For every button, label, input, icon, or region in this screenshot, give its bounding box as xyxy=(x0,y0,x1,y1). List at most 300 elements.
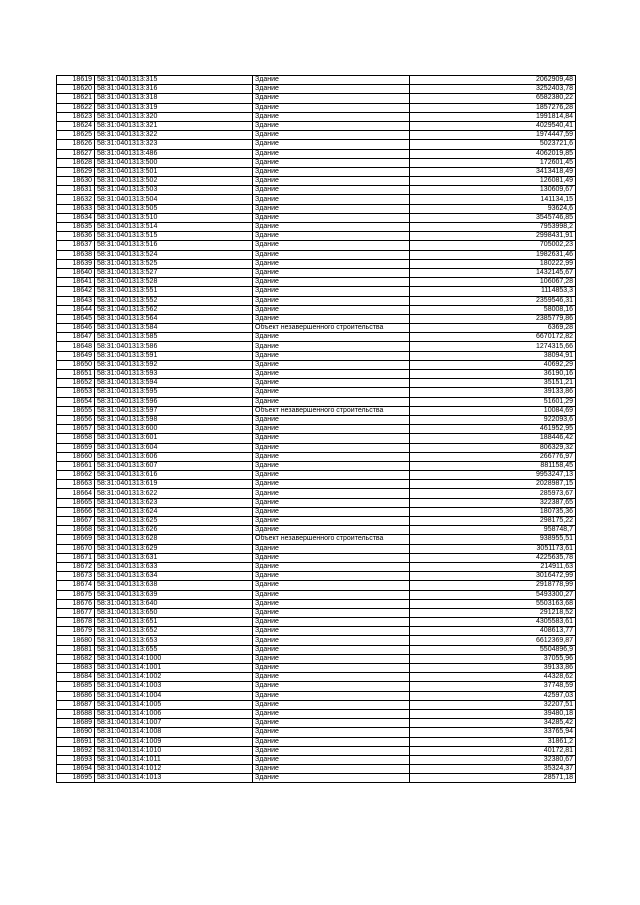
cadastral-value: 35151,21 xyxy=(410,379,576,388)
cadastral-number: 58:31:0401313:626 xyxy=(95,526,253,535)
table-row xyxy=(57,673,576,682)
table-row xyxy=(57,709,576,718)
table-row xyxy=(57,627,576,636)
row-number: 18637 xyxy=(57,241,95,250)
table-row xyxy=(57,232,576,241)
object-type: Здание xyxy=(253,691,410,700)
table-row xyxy=(57,296,576,305)
cadastral-number: 58:31:0401314:1002 xyxy=(95,673,253,682)
cadastral-number: 58:31:0401313:594 xyxy=(95,379,253,388)
cadastral-number: 58:31:0401313:607 xyxy=(95,461,253,470)
row-number: 18675 xyxy=(57,590,95,599)
cadastral-number: 58:31:0401313:584 xyxy=(95,324,253,333)
object-type: Здание xyxy=(253,709,410,718)
row-number: 18620 xyxy=(57,85,95,94)
object-type: Здание xyxy=(253,177,410,186)
cadastral-value: 3252403,78 xyxy=(410,85,576,94)
row-number: 18623 xyxy=(57,112,95,121)
cadastral-number: 58:31:0401314:1006 xyxy=(95,709,253,718)
row-number: 18660 xyxy=(57,452,95,461)
table-row xyxy=(57,333,576,342)
object-type: Здание xyxy=(253,498,410,507)
row-number: 18659 xyxy=(57,443,95,452)
cadastral-number: 58:31:0401314:1003 xyxy=(95,682,253,691)
table-row xyxy=(57,94,576,103)
cadastral-value: 285973,67 xyxy=(410,489,576,498)
row-number: 18641 xyxy=(57,278,95,287)
table-row xyxy=(57,351,576,360)
cadastral-value: 4062019,85 xyxy=(410,149,576,158)
cadastral-value: 188446,42 xyxy=(410,434,576,443)
object-type: Здание xyxy=(253,278,410,287)
cadastral-value: 7953998,2 xyxy=(410,223,576,232)
cadastral-number: 58:31:0401313:318 xyxy=(95,94,253,103)
cadastral-number: 58:31:0401313:650 xyxy=(95,608,253,617)
cadastral-number: 58:31:0401313:510 xyxy=(95,213,253,222)
object-type: Здание xyxy=(253,158,410,167)
cadastral-value: 36190,16 xyxy=(410,370,576,379)
table-row xyxy=(57,186,576,195)
table-row xyxy=(57,471,576,480)
object-type: Здание xyxy=(253,121,410,130)
cadastral-number: 58:31:0401313:504 xyxy=(95,195,253,204)
cadastral-value: 39480,18 xyxy=(410,709,576,718)
cadastral-number: 58:31:0401313:604 xyxy=(95,443,253,452)
cadastral-value: 39133,86 xyxy=(410,388,576,397)
row-number: 18684 xyxy=(57,673,95,682)
object-type: Здание xyxy=(253,268,410,277)
object-type: Здание xyxy=(253,425,410,434)
cadastral-number: 58:31:0401313:515 xyxy=(95,232,253,241)
row-number: 18635 xyxy=(57,223,95,232)
cadastral-value: 40172,81 xyxy=(410,746,576,755)
cadastral-number: 58:31:0401314:1012 xyxy=(95,765,253,774)
table-row xyxy=(57,324,576,333)
cadastral-number: 58:31:0401313:527 xyxy=(95,268,253,277)
table-row xyxy=(57,636,576,645)
row-number: 18643 xyxy=(57,296,95,305)
object-type: Здание xyxy=(253,489,410,498)
row-number: 18678 xyxy=(57,618,95,627)
table-row xyxy=(57,746,576,755)
object-type: Здание xyxy=(253,149,410,158)
row-number: 18692 xyxy=(57,746,95,755)
cadastral-number: 58:31:0401313:501 xyxy=(95,167,253,176)
object-type: Здание xyxy=(253,618,410,627)
row-number: 18636 xyxy=(57,232,95,241)
object-type: Здание xyxy=(253,654,410,663)
cadastral-number: 58:31:0401313:595 xyxy=(95,388,253,397)
table-row xyxy=(57,278,576,287)
row-number: 18639 xyxy=(57,259,95,268)
table-row xyxy=(57,406,576,415)
row-number: 18690 xyxy=(57,728,95,737)
cadastral-value: 44328,62 xyxy=(410,673,576,682)
cadastral-number: 58:31:0401313:633 xyxy=(95,562,253,571)
row-number: 18681 xyxy=(57,645,95,654)
object-type: Здание xyxy=(253,342,410,351)
object-type: Здание xyxy=(253,204,410,213)
cadastral-value: 32207,51 xyxy=(410,700,576,709)
cadastral-value: 705002,23 xyxy=(410,241,576,250)
cadastral-value: 881158,45 xyxy=(410,461,576,470)
table-row xyxy=(57,250,576,259)
table-row xyxy=(57,121,576,130)
object-type: Здание xyxy=(253,333,410,342)
cadastral-value: 5504896,9 xyxy=(410,645,576,654)
table-row xyxy=(57,434,576,443)
row-number: 18672 xyxy=(57,562,95,571)
cadastral-number: 58:31:0401314:1001 xyxy=(95,664,253,673)
cadastral-value: 408613,77 xyxy=(410,627,576,636)
table-row xyxy=(57,562,576,571)
object-type: Здание xyxy=(253,553,410,562)
object-type: Здание xyxy=(253,774,410,783)
table-row xyxy=(57,177,576,186)
cadastral-value: 2385779,86 xyxy=(410,314,576,323)
cadastral-number: 58:31:0401313:486 xyxy=(95,149,253,158)
object-type: Здание xyxy=(253,645,410,654)
object-type: Здание xyxy=(253,452,410,461)
object-type: Здание xyxy=(253,526,410,535)
cadastral-value: 37748,59 xyxy=(410,682,576,691)
cadastral-value: 37055,96 xyxy=(410,654,576,663)
cadastral-number: 58:31:0401313:564 xyxy=(95,314,253,323)
cadastral-value: 31861,2 xyxy=(410,737,576,746)
row-number: 18693 xyxy=(57,755,95,764)
cadastral-value: 51601,29 xyxy=(410,397,576,406)
object-type: Здание xyxy=(253,94,410,103)
cadastral-value: 180222,99 xyxy=(410,259,576,268)
object-type: Здание xyxy=(253,250,410,259)
row-number: 18651 xyxy=(57,370,95,379)
object-type: Здание xyxy=(253,259,410,268)
cadastral-number: 58:31:0401313:622 xyxy=(95,489,253,498)
row-number: 18642 xyxy=(57,287,95,296)
object-type: Здание xyxy=(253,388,410,397)
object-type: Здание xyxy=(253,131,410,140)
cadastral-value: 38094,91 xyxy=(410,351,576,360)
cadastral-number: 58:31:0401314:1011 xyxy=(95,755,253,764)
row-number: 18680 xyxy=(57,636,95,645)
cadastral-value: 58008,16 xyxy=(410,305,576,314)
row-number: 18677 xyxy=(57,608,95,617)
object-type: Здание xyxy=(253,471,410,480)
cadastral-value: 3545746,85 xyxy=(410,213,576,222)
cadastral-number: 58:31:0401313:623 xyxy=(95,498,253,507)
cadastral-number: 58:31:0401314:1013 xyxy=(95,774,253,783)
cadastral-number: 58:31:0401313:500 xyxy=(95,158,253,167)
object-type: Здание xyxy=(253,434,410,443)
cadastral-value: 3051173,61 xyxy=(410,544,576,553)
cadastral-value-table xyxy=(56,75,576,783)
row-number: 18662 xyxy=(57,471,95,480)
cadastral-value: 322387,65 xyxy=(410,498,576,507)
cadastral-number: 58:31:0401313:514 xyxy=(95,223,253,232)
object-type: Здание xyxy=(253,167,410,176)
cadastral-number: 58:31:0401313:601 xyxy=(95,434,253,443)
row-number: 18670 xyxy=(57,544,95,553)
cadastral-value: 2062909,48 xyxy=(410,76,576,85)
table-body xyxy=(57,76,576,783)
row-number: 18628 xyxy=(57,158,95,167)
row-number: 18695 xyxy=(57,774,95,783)
object-type: Здание xyxy=(253,746,410,755)
object-type: Здание xyxy=(253,241,410,250)
table-row xyxy=(57,314,576,323)
cadastral-number: 58:31:0401313:653 xyxy=(95,636,253,645)
row-number: 18685 xyxy=(57,682,95,691)
cadastral-value: 291218,52 xyxy=(410,608,576,617)
table-row xyxy=(57,305,576,314)
object-type: Здание xyxy=(253,112,410,121)
table-row xyxy=(57,370,576,379)
object-type: Здание xyxy=(253,507,410,516)
cadastral-value: 42597,03 xyxy=(410,691,576,700)
table-row xyxy=(57,700,576,709)
row-number: 18654 xyxy=(57,397,95,406)
table-row xyxy=(57,553,576,562)
cadastral-value: 5503163,68 xyxy=(410,599,576,608)
cadastral-value: 3016472,99 xyxy=(410,572,576,581)
table-row xyxy=(57,223,576,232)
cadastral-number: 58:31:0401313:524 xyxy=(95,250,253,259)
object-type: Здание xyxy=(253,223,410,232)
cadastral-value: 28571,18 xyxy=(410,774,576,783)
table-row xyxy=(57,149,576,158)
table-row xyxy=(57,728,576,737)
table-row xyxy=(57,259,576,268)
object-type: Здание xyxy=(253,544,410,553)
cadastral-value: 172601,45 xyxy=(410,158,576,167)
row-number: 18674 xyxy=(57,581,95,590)
table-row xyxy=(57,415,576,424)
table-row xyxy=(57,287,576,296)
object-type: Здание xyxy=(253,370,410,379)
cadastral-value: 6670172,82 xyxy=(410,333,576,342)
table-row xyxy=(57,737,576,746)
cadastral-value: 39133,86 xyxy=(410,664,576,673)
object-type: Объект незавершенного строительства xyxy=(253,535,410,544)
cadastral-number: 58:31:0401313:640 xyxy=(95,599,253,608)
cadastral-number: 58:31:0401313:502 xyxy=(95,177,253,186)
object-type: Здание xyxy=(253,581,410,590)
table-row xyxy=(57,360,576,369)
object-type: Здание xyxy=(253,186,410,195)
object-type: Здание xyxy=(253,351,410,360)
object-type: Здание xyxy=(253,379,410,388)
row-number: 18629 xyxy=(57,167,95,176)
object-type: Здание xyxy=(253,599,410,608)
row-number: 18663 xyxy=(57,480,95,489)
row-number: 18655 xyxy=(57,406,95,415)
row-number: 18669 xyxy=(57,535,95,544)
cadastral-number: 58:31:0401313:552 xyxy=(95,296,253,305)
cadastral-value: 32380,67 xyxy=(410,755,576,764)
cadastral-number: 58:31:0401313:562 xyxy=(95,305,253,314)
table-row xyxy=(57,654,576,663)
row-number: 18640 xyxy=(57,268,95,277)
row-number: 18633 xyxy=(57,204,95,213)
object-type: Здание xyxy=(253,76,410,85)
cadastral-value: 106067,28 xyxy=(410,278,576,287)
object-type: Здание xyxy=(253,765,410,774)
cadastral-number: 58:31:0401313:652 xyxy=(95,627,253,636)
object-type: Здание xyxy=(253,287,410,296)
cadastral-number: 58:31:0401314:1004 xyxy=(95,691,253,700)
row-number: 18691 xyxy=(57,737,95,746)
row-number: 18664 xyxy=(57,489,95,498)
object-type: Объект незавершенного строительства xyxy=(253,406,410,415)
cadastral-value: 5493300,27 xyxy=(410,590,576,599)
cadastral-number: 58:31:0401313:624 xyxy=(95,507,253,516)
cadastral-number: 58:31:0401313:596 xyxy=(95,397,253,406)
cadastral-value: 6612369,87 xyxy=(410,636,576,645)
cadastral-value: 130609,67 xyxy=(410,186,576,195)
table-row xyxy=(57,397,576,406)
row-number: 18673 xyxy=(57,572,95,581)
cadastral-value: 4029540,41 xyxy=(410,121,576,130)
object-type: Здание xyxy=(253,728,410,737)
cadastral-value: 34285,42 xyxy=(410,719,576,728)
row-number: 18638 xyxy=(57,250,95,259)
table-row xyxy=(57,342,576,351)
table-row xyxy=(57,268,576,277)
cadastral-number: 58:31:0401313:503 xyxy=(95,186,253,195)
table-row xyxy=(57,195,576,204)
object-type: Здание xyxy=(253,296,410,305)
cadastral-number: 58:31:0401313:323 xyxy=(95,140,253,149)
cadastral-number: 58:31:0401313:319 xyxy=(95,103,253,112)
cadastral-number: 58:31:0401313:651 xyxy=(95,618,253,627)
row-number: 18624 xyxy=(57,121,95,130)
table-row xyxy=(57,755,576,764)
row-number: 18649 xyxy=(57,351,95,360)
object-type: Здание xyxy=(253,103,410,112)
cadastral-value: 298175,22 xyxy=(410,517,576,526)
cadastral-value: 9953247,13 xyxy=(410,471,576,480)
row-number: 18665 xyxy=(57,498,95,507)
table-row xyxy=(57,489,576,498)
cadastral-number: 58:31:0401314:1010 xyxy=(95,746,253,755)
row-number: 18644 xyxy=(57,305,95,314)
cadastral-value: 461952,95 xyxy=(410,425,576,434)
object-type: Здание xyxy=(253,305,410,314)
table-row xyxy=(57,452,576,461)
object-type: Здание xyxy=(253,213,410,222)
cadastral-number: 58:31:0401313:625 xyxy=(95,517,253,526)
table-row xyxy=(57,581,576,590)
cadastral-number: 58:31:0401313:593 xyxy=(95,370,253,379)
row-number: 18626 xyxy=(57,140,95,149)
cadastral-number: 58:31:0401313:585 xyxy=(95,333,253,342)
table-row xyxy=(57,103,576,112)
row-number: 18657 xyxy=(57,425,95,434)
row-number: 18653 xyxy=(57,388,95,397)
cadastral-number: 58:31:0401313:631 xyxy=(95,553,253,562)
object-type: Здание xyxy=(253,562,410,571)
cadastral-value: 938955,51 xyxy=(410,535,576,544)
object-type: Здание xyxy=(253,755,410,764)
table-row xyxy=(57,158,576,167)
cadastral-number: 58:31:0401313:634 xyxy=(95,572,253,581)
cadastral-number: 58:31:0401313:629 xyxy=(95,544,253,553)
cadastral-value: 2028987,15 xyxy=(410,480,576,489)
row-number: 18683 xyxy=(57,664,95,673)
row-number: 18652 xyxy=(57,379,95,388)
cadastral-number: 58:31:0401313:592 xyxy=(95,360,253,369)
row-number: 18668 xyxy=(57,526,95,535)
object-type: Здание xyxy=(253,397,410,406)
cadastral-number: 58:31:0401314:1000 xyxy=(95,654,253,663)
cadastral-value: 10084,69 xyxy=(410,406,576,415)
cadastral-number: 58:31:0401313:591 xyxy=(95,351,253,360)
row-number: 18648 xyxy=(57,342,95,351)
object-type: Здание xyxy=(253,737,410,746)
cadastral-number: 58:31:0401313:316 xyxy=(95,85,253,94)
cadastral-value: 958748,7 xyxy=(410,526,576,535)
table-row xyxy=(57,388,576,397)
row-number: 18688 xyxy=(57,709,95,718)
object-type: Здание xyxy=(253,572,410,581)
table-row xyxy=(57,76,576,85)
table-row xyxy=(57,590,576,599)
table-row xyxy=(57,517,576,526)
row-number: 18646 xyxy=(57,324,95,333)
cadastral-value: 6369,28 xyxy=(410,324,576,333)
row-number: 18667 xyxy=(57,517,95,526)
table-row xyxy=(57,379,576,388)
row-number: 18622 xyxy=(57,103,95,112)
object-type: Здание xyxy=(253,719,410,728)
cadastral-number: 58:31:0401313:322 xyxy=(95,131,253,140)
row-number: 18627 xyxy=(57,149,95,158)
row-number: 18671 xyxy=(57,553,95,562)
cadastral-number: 58:31:0401313:320 xyxy=(95,112,253,121)
object-type: Здание xyxy=(253,636,410,645)
cadastral-value: 4305583,61 xyxy=(410,618,576,627)
object-type: Здание xyxy=(253,627,410,636)
cadastral-value: 1991814,84 xyxy=(410,112,576,121)
table-row xyxy=(57,425,576,434)
object-type: Здание xyxy=(253,140,410,149)
row-number: 18676 xyxy=(57,599,95,608)
cadastral-number: 58:31:0401313:516 xyxy=(95,241,253,250)
cadastral-value: 1974447,59 xyxy=(410,131,576,140)
row-number: 18632 xyxy=(57,195,95,204)
table-row xyxy=(57,608,576,617)
cadastral-value: 806329,32 xyxy=(410,443,576,452)
table-row xyxy=(57,765,576,774)
row-number: 18679 xyxy=(57,627,95,636)
cadastral-number: 58:31:0401313:315 xyxy=(95,76,253,85)
object-type: Здание xyxy=(253,590,410,599)
table-row xyxy=(57,572,576,581)
table-row xyxy=(57,526,576,535)
cadastral-number: 58:31:0401313:638 xyxy=(95,581,253,590)
cadastral-number: 58:31:0401314:1009 xyxy=(95,737,253,746)
table-row xyxy=(57,535,576,544)
cadastral-number: 58:31:0401313:619 xyxy=(95,480,253,489)
table-row xyxy=(57,618,576,627)
cadastral-value: 93624,6 xyxy=(410,204,576,213)
object-type: Здание xyxy=(253,517,410,526)
cadastral-number: 58:31:0401313:655 xyxy=(95,645,253,654)
object-type: Здание xyxy=(253,195,410,204)
table-row xyxy=(57,167,576,176)
cadastral-number: 58:31:0401313:525 xyxy=(95,259,253,268)
cadastral-value: 2359546,31 xyxy=(410,296,576,305)
